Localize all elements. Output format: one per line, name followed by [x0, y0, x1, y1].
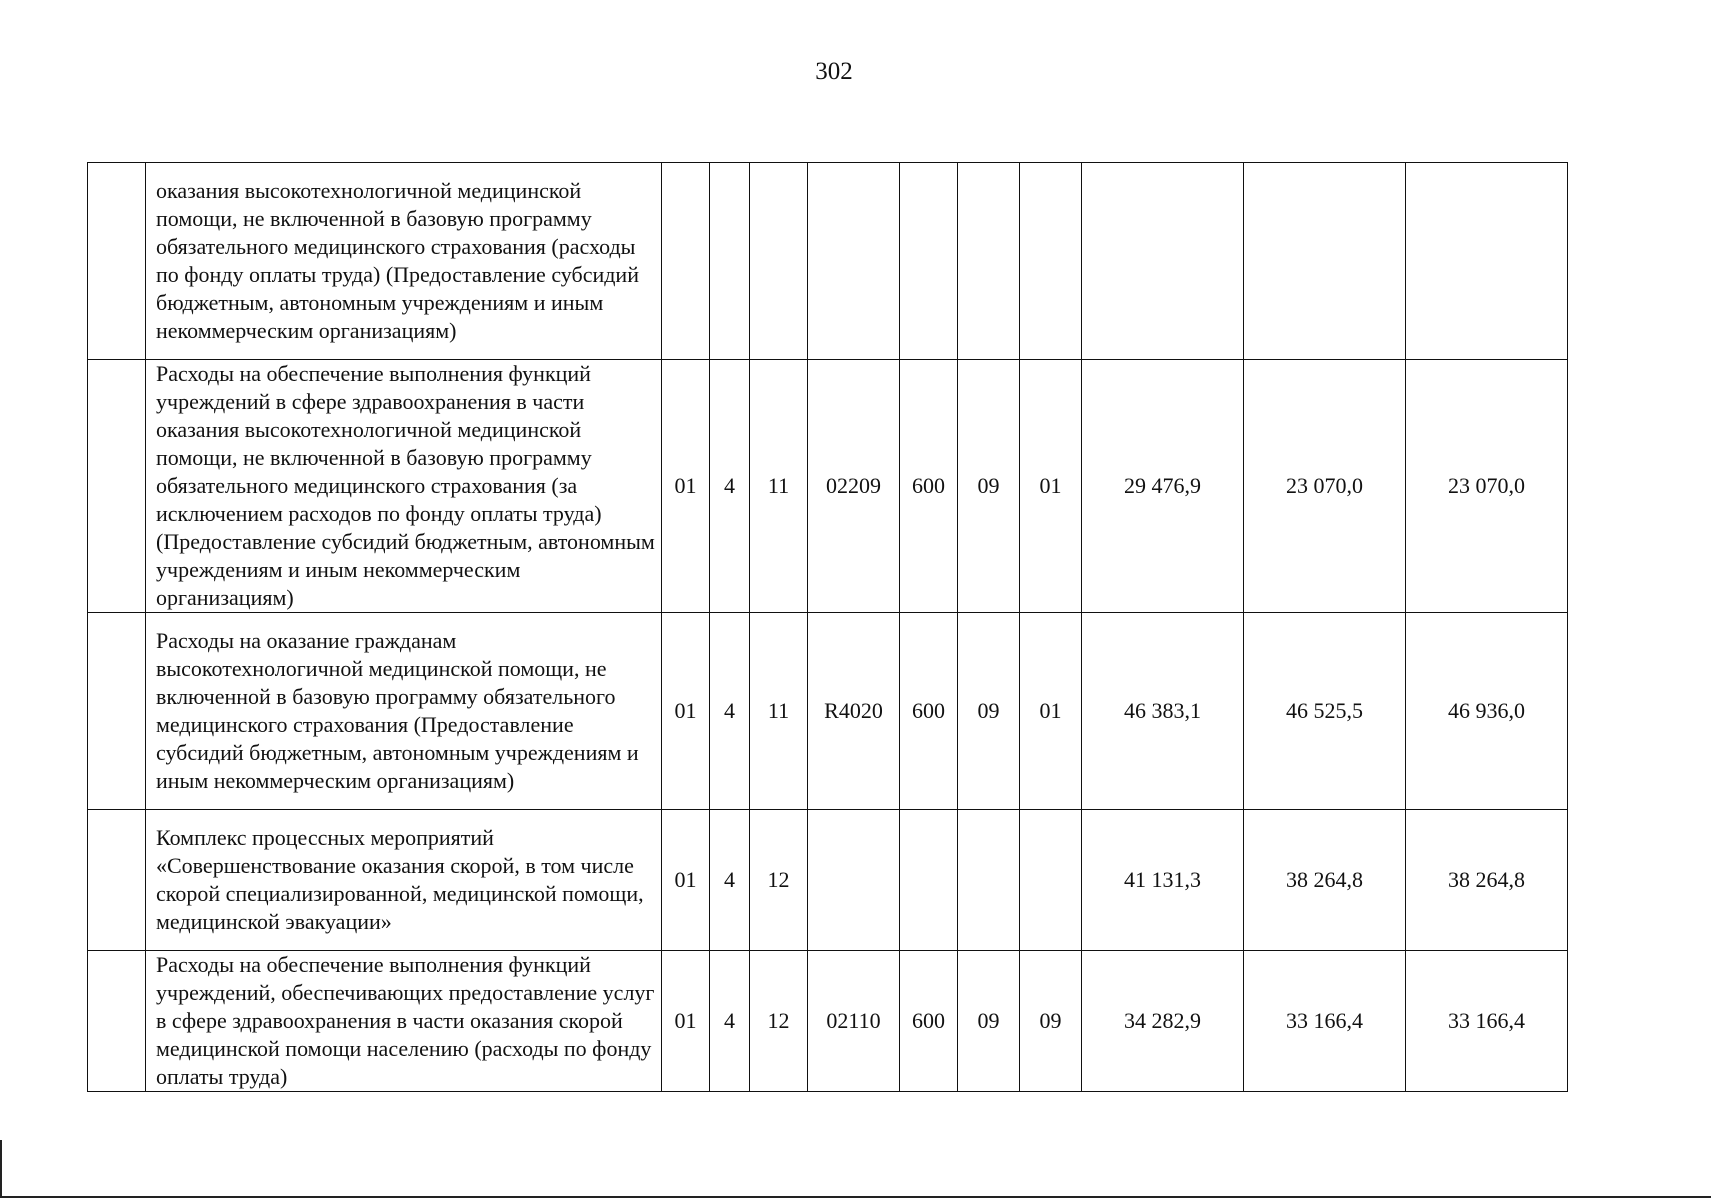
amount-cell-3: 23 070,0 — [1406, 360, 1568, 613]
code-cell-3: 11 — [750, 613, 808, 810]
amount-cell-1: 34 282,9 — [1082, 951, 1244, 1092]
expense-name-cell: Расходы на оказание гражданам высокотехнологичной медицинской помощи, не включенной в базовую программу обязательного медицинского страхования (Предоставление субсидий бюджетным, автономным учреждениям и иным некоммерческим организациям) — [146, 613, 662, 810]
code-cell-1: 01 — [662, 360, 710, 613]
scan-bottom-line — [0, 1196, 1711, 1198]
amount-cell-1: 29 476,9 — [1082, 360, 1244, 613]
code-cell-2: 4 — [710, 810, 750, 951]
row-number-cell — [88, 163, 146, 360]
amount-cell-2 — [1244, 163, 1406, 360]
amount-cell-2: 38 264,8 — [1244, 810, 1406, 951]
table-row — [88, 810, 1568, 951]
row-number-cell — [88, 951, 146, 1092]
expense-name-cell: оказания высокотехнологичной медицинской помощи, не включенной в базовую программу обязательного медицинского страхования (расходы по фонду оплаты труда) (Предоставление субсидий бюджетным, автономным учреждениям и иным некоммерческим организациям) — [146, 163, 662, 360]
table-row — [88, 951, 1568, 1092]
amount-cell-3: 33 166,4 — [1406, 951, 1568, 1092]
code-cell-3: 12 — [750, 951, 808, 1092]
code-cell-2: 4 — [710, 360, 750, 613]
amount-cell-3: 46 936,0 — [1406, 613, 1568, 810]
code-cell-3 — [750, 163, 808, 360]
amount-cell-2: 46 525,5 — [1244, 613, 1406, 810]
code-cell-1 — [662, 163, 710, 360]
amount-cell-3: 38 264,8 — [1406, 810, 1568, 951]
code-cell-5: 600 — [900, 360, 958, 613]
code-cell-7: 01 — [1020, 360, 1082, 613]
amount-cell-1 — [1082, 163, 1244, 360]
code-cell-1: 01 — [662, 810, 710, 951]
expense-name-cell: Комплекс процессных мероприятий «Совершенствование оказания скорой, в том числе скорой специализированной, медицинской помощи, медицинской эвакуации» — [146, 810, 662, 951]
code-cell-5 — [900, 163, 958, 360]
amount-cell-3 — [1406, 163, 1568, 360]
code-cell-4: 02110 — [808, 951, 900, 1092]
code-cell-7 — [1020, 163, 1082, 360]
code-cell-2: 4 — [710, 613, 750, 810]
code-cell-6 — [958, 163, 1020, 360]
code-cell-6 — [958, 810, 1020, 951]
code-cell-3: 12 — [750, 810, 808, 951]
code-cell-2 — [710, 163, 750, 360]
code-cell-1: 01 — [662, 613, 710, 810]
table-row — [88, 163, 1568, 360]
code-cell-7: 01 — [1020, 613, 1082, 810]
code-cell-6: 09 — [958, 360, 1020, 613]
scan-edge-line — [0, 1140, 2, 1198]
row-number-cell — [88, 810, 146, 951]
budget-table — [87, 162, 1568, 1092]
code-cell-7: 09 — [1020, 951, 1082, 1092]
code-cell-5 — [900, 810, 958, 951]
expense-name-cell: Расходы на обеспечение выполнения функций учреждений, обеспечивающих предоставление услуг в сфере здравоохранения в части оказания скорой медицинской помощи населению (расходы по фонду оплаты труда) — [146, 951, 662, 1092]
code-cell-4 — [808, 163, 900, 360]
code-cell-6: 09 — [958, 951, 1020, 1092]
code-cell-7 — [1020, 810, 1082, 951]
table-row — [88, 613, 1568, 810]
amount-cell-1: 41 131,3 — [1082, 810, 1244, 951]
code-cell-1: 01 — [662, 951, 710, 1092]
code-cell-3: 11 — [750, 360, 808, 613]
code-cell-4 — [808, 810, 900, 951]
code-cell-4: 02209 — [808, 360, 900, 613]
code-cell-6: 09 — [958, 613, 1020, 810]
code-cell-4: R4020 — [808, 613, 900, 810]
amount-cell-2: 23 070,0 — [1244, 360, 1406, 613]
code-cell-2: 4 — [710, 951, 750, 1092]
row-number-cell — [88, 613, 146, 810]
page-number: 302 — [815, 58, 853, 85]
table-row — [88, 360, 1568, 613]
amount-cell-1: 46 383,1 — [1082, 613, 1244, 810]
amount-cell-2: 33 166,4 — [1244, 951, 1406, 1092]
code-cell-5: 600 — [900, 613, 958, 810]
row-number-cell — [88, 360, 146, 613]
code-cell-5: 600 — [900, 951, 958, 1092]
expense-name-cell: Расходы на обеспечение выполнения функций учреждений в сфере здравоохранения в части оказания высокотехнологичной медицинской помощи, не включенной в базовую программу обязательного медицинского страхования (за исключением расходов по фонду оплаты труда) (Предоставление субсидий бюджетным, автономным учреждениям и иным некоммерческим организациям) — [146, 360, 662, 613]
